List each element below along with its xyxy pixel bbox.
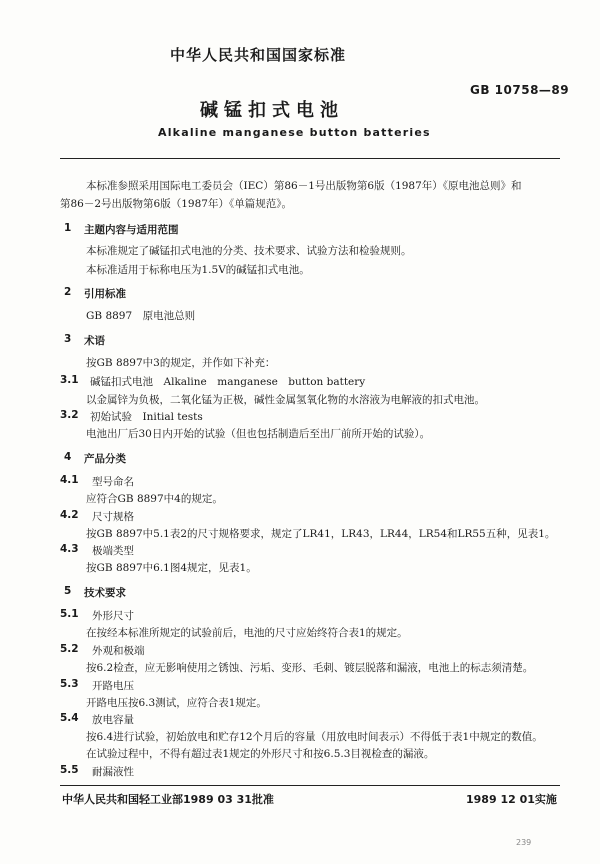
section-5-5-number: 5.5 — [60, 764, 79, 776]
footer-divider — [60, 785, 560, 786]
section-5-4-text-2: 在试验过程中，不得有超过表1规定的外形尺寸和按6.5.3目视检查的漏液。 — [86, 748, 435, 760]
section-5-5-title: 耐漏液性 — [92, 766, 134, 778]
page-number: 239 — [516, 838, 532, 847]
section-4-2-text: 按GB 8897中5.1表2的尺寸规格要求，规定了LR41，LR43，LR44，LR54和LR55五种，见表1。 — [86, 528, 556, 540]
preface-line-1: 本标准参照采用国际电工委员会（IEC）第86－1号出版物第6版（1987年）《原电池总则》和 — [86, 180, 522, 192]
section-4-title: 产品分类 — [84, 453, 126, 465]
section-5-2-number: 5.2 — [60, 643, 79, 655]
section-5-3-text: 开路电压按6.3测试，应符合表1规定。 — [86, 697, 267, 709]
section-1-title: 主题内容与适用范围 — [84, 224, 179, 236]
section-5-2-text: 按6.2检查，应无影响使用之锈蚀、污垢、变形、毛刺、镀层脱落和漏液，电池上的标志须清楚。 — [86, 662, 534, 674]
section-5-title: 技术要求 — [84, 587, 126, 599]
section-2-line-1: GB 8897 原电池总则 — [86, 310, 196, 322]
section-5-4-title: 放电容量 — [92, 714, 134, 726]
section-3-2-number: 3.2 — [60, 409, 79, 421]
section-3-1-number: 3.1 — [60, 374, 79, 386]
section-4-2-number: 4.2 — [60, 509, 79, 521]
section-4-3-title: 极端类型 — [92, 545, 134, 557]
section-2-title: 引用标准 — [84, 288, 126, 300]
section-1-line-1: 本标准规定了碱锰扣式电池的分类、技术要求、试验方法和检验规则。 — [86, 245, 412, 257]
section-5-4-text-1: 按6.4进行试验，初始放电和贮存12个月后的容量（用放电时间表示）不得低于表1中规定的数值。 — [86, 731, 543, 743]
section-3-2-title: 初始试验 Initial tests — [90, 411, 203, 423]
section-5-2-title: 外观和极端 — [92, 645, 145, 657]
section-1-line-2: 本标准适用于标称电压为1.5V的碱锰扣式电池。 — [86, 264, 310, 276]
section-5-3-number: 5.3 — [60, 678, 79, 690]
section-5-1-text: 在按经本标准所规定的试验前后，电池的尺寸应始终符合表1的规定。 — [86, 627, 408, 639]
section-5-4-number: 5.4 — [60, 712, 79, 724]
section-4-3-number: 4.3 — [60, 543, 79, 555]
section-5-1-number: 5.1 — [60, 608, 79, 620]
issuer-title: 中华人民共和国国家标准 — [170, 46, 347, 64]
section-4-number: 4 — [64, 451, 72, 463]
document-title-en: Alkaline manganese button batteries — [158, 126, 431, 139]
section-2-number: 2 — [64, 286, 72, 298]
section-4-2-title: 尺寸规格 — [92, 511, 134, 523]
approval-note: 中华人民共和国轻工业部1989 03 31批准 — [62, 793, 274, 806]
section-5-number: 5 — [64, 585, 72, 597]
standard-number: GB 10758—89 — [470, 83, 570, 97]
section-4-1-title: 型号命名 — [92, 476, 134, 488]
preface-line-2: 第86－2号出版物第6版（1987年）《单篇规范》。 — [60, 198, 292, 210]
section-3-number: 3 — [64, 333, 72, 345]
document-title-cn: 碱锰扣式电池 — [200, 100, 344, 121]
section-4-3-text: 按GB 8897中6.1图4规定，见表1。 — [86, 562, 257, 574]
section-4-1-text: 应符合GB 8897中4的规定。 — [86, 493, 223, 505]
section-3-1-text: 以金属锌为负极，二氧化锰为正极，碱性金属氢氧化物的水溶液为电解液的扣式电池。 — [86, 394, 485, 406]
section-3-2-text: 电池出厂后30日内开始的试验（但也包括制造后至出厂前所开始的试验）。 — [86, 428, 431, 440]
section-4-1-number: 4.1 — [60, 474, 79, 486]
section-3-line-1: 按GB 8897中3的规定，并作如下补充： — [86, 357, 276, 369]
effective-date: 1989 12 01实施 — [466, 793, 557, 806]
section-5-3-title: 开路电压 — [92, 680, 134, 692]
header-divider — [60, 158, 560, 159]
section-5-1-title: 外形尺寸 — [92, 610, 134, 622]
section-3-title: 术语 — [84, 335, 105, 347]
section-1-number: 1 — [64, 222, 72, 234]
section-3-1-title: 碱锰扣式电池 Alkaline manganese button battery — [90, 376, 366, 388]
